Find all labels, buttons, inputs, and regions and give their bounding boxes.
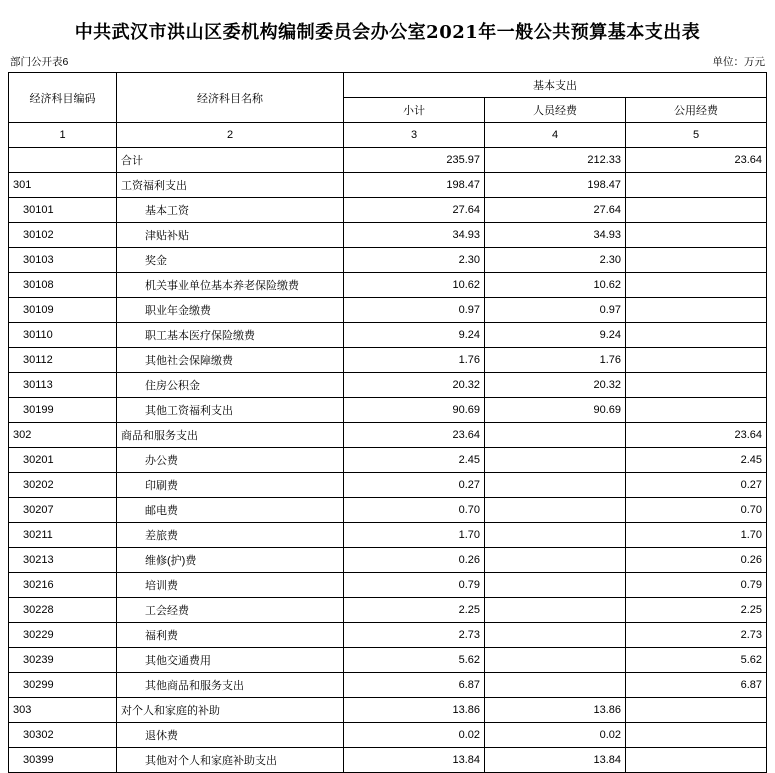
cell-economic-name: 其他工资福利支出 <box>117 398 344 423</box>
cell-subtotal: 0.97 <box>344 298 485 323</box>
table-row <box>9 448 767 473</box>
cell-economic-name: 奖金 <box>117 248 344 273</box>
cell-personnel-funds <box>485 673 626 698</box>
header-subtotal: 小计 <box>344 98 485 123</box>
table-row <box>9 323 767 348</box>
cell-economic-code: 30110 <box>9 323 117 348</box>
cell-economic-code: 30199 <box>9 398 117 423</box>
cell-economic-code: 30202 <box>9 473 117 498</box>
column-number: 3 <box>344 123 485 148</box>
cell-economic-name: 职工基本医疗保险缴费 <box>117 323 344 348</box>
cell-personnel-funds <box>485 523 626 548</box>
cell-economic-code: 30299 <box>9 673 117 698</box>
cell-public-funds <box>626 373 767 398</box>
cell-economic-name: 其他对个人和家庭补助支出 <box>117 748 344 773</box>
cell-subtotal: 2.30 <box>344 248 485 273</box>
cell-personnel-funds: 10.62 <box>485 273 626 298</box>
cell-personnel-funds <box>485 448 626 473</box>
cell-economic-name: 住房公积金 <box>117 373 344 398</box>
column-number: 5 <box>626 123 767 148</box>
cell-economic-name: 工资福利支出 <box>117 173 344 198</box>
cell-economic-code: 30103 <box>9 248 117 273</box>
cell-economic-code: 30112 <box>9 348 117 373</box>
cell-economic-code <box>9 148 117 173</box>
table-row <box>9 648 767 673</box>
header-basic-expenditure: 基本支出 <box>344 73 767 98</box>
cell-economic-code: 30102 <box>9 223 117 248</box>
cell-economic-code: 30399 <box>9 748 117 773</box>
cell-personnel-funds: 90.69 <box>485 398 626 423</box>
cell-personnel-funds: 0.97 <box>485 298 626 323</box>
header-public-funds: 公用经费 <box>626 98 767 123</box>
cell-economic-name: 工会经费 <box>117 598 344 623</box>
cell-economic-code: 30216 <box>9 573 117 598</box>
cell-public-funds <box>626 173 767 198</box>
table-row <box>9 723 767 748</box>
cell-public-funds: 2.73 <box>626 623 767 648</box>
column-number: 4 <box>485 123 626 148</box>
table-row <box>9 248 767 273</box>
cell-personnel-funds: 1.76 <box>485 348 626 373</box>
cell-subtotal: 34.93 <box>344 223 485 248</box>
cell-subtotal: 6.87 <box>344 673 485 698</box>
header-personnel-funds: 人员经费 <box>485 98 626 123</box>
cell-public-funds: 23.64 <box>626 423 767 448</box>
table-row <box>9 198 767 223</box>
cell-economic-name: 差旅费 <box>117 523 344 548</box>
column-number: 2 <box>117 123 344 148</box>
table-row <box>9 473 767 498</box>
cell-public-funds <box>626 198 767 223</box>
table-row <box>9 698 767 723</box>
cell-economic-name: 维修(护)费 <box>117 548 344 573</box>
cell-public-funds <box>626 698 767 723</box>
table-row <box>9 423 767 448</box>
table-row <box>9 548 767 573</box>
cell-public-funds: 6.87 <box>626 673 767 698</box>
cell-economic-code: 30229 <box>9 623 117 648</box>
table-row <box>9 298 767 323</box>
cell-public-funds <box>626 398 767 423</box>
cell-public-funds <box>626 348 767 373</box>
cell-personnel-funds: 20.32 <box>485 373 626 398</box>
cell-economic-name: 邮电费 <box>117 498 344 523</box>
table-body <box>9 148 767 773</box>
cell-personnel-funds: 34.93 <box>485 223 626 248</box>
cell-personnel-funds <box>485 548 626 573</box>
cell-economic-name: 职业年金缴费 <box>117 298 344 323</box>
cell-public-funds <box>626 273 767 298</box>
cell-economic-code: 30211 <box>9 523 117 548</box>
cell-economic-name: 印刷费 <box>117 473 344 498</box>
cell-economic-name: 培训费 <box>117 573 344 598</box>
cell-public-funds: 5.62 <box>626 648 767 673</box>
cell-personnel-funds <box>485 498 626 523</box>
cell-subtotal: 10.62 <box>344 273 485 298</box>
table-row <box>9 623 767 648</box>
cell-economic-name: 基本工资 <box>117 198 344 223</box>
form-label: 部门公开表6 <box>10 56 69 68</box>
cell-public-funds: 0.79 <box>626 573 767 598</box>
cell-economic-name: 商品和服务支出 <box>117 423 344 448</box>
header-economic-name: 经济科目名称 <box>117 73 344 123</box>
cell-personnel-funds: 9.24 <box>485 323 626 348</box>
cell-economic-name: 其他商品和服务支出 <box>117 673 344 698</box>
cell-economic-name: 其他社会保障缴费 <box>117 348 344 373</box>
cell-personnel-funds: 0.02 <box>485 723 626 748</box>
cell-economic-name: 福利费 <box>117 623 344 648</box>
table-row <box>9 573 767 598</box>
cell-subtotal: 235.97 <box>344 148 485 173</box>
cell-public-funds: 0.70 <box>626 498 767 523</box>
cell-public-funds: 23.64 <box>626 148 767 173</box>
cell-personnel-funds <box>485 423 626 448</box>
cell-public-funds: 0.27 <box>626 473 767 498</box>
table-row <box>9 748 767 773</box>
cell-personnel-funds: 198.47 <box>485 173 626 198</box>
table-row <box>9 173 767 198</box>
cell-economic-name: 其他交通费用 <box>117 648 344 673</box>
cell-public-funds: 2.45 <box>626 448 767 473</box>
cell-subtotal: 27.64 <box>344 198 485 223</box>
cell-subtotal: 20.32 <box>344 373 485 398</box>
cell-public-funds: 2.25 <box>626 598 767 623</box>
table-row <box>9 598 767 623</box>
cell-economic-code: 303 <box>9 698 117 723</box>
cell-subtotal: 1.70 <box>344 523 485 548</box>
cell-subtotal: 2.45 <box>344 448 485 473</box>
cell-economic-code: 301 <box>9 173 117 198</box>
table-meta-row <box>8 54 767 72</box>
cell-economic-name: 对个人和家庭的补助 <box>117 698 344 723</box>
cell-personnel-funds <box>485 573 626 598</box>
table-row <box>9 673 767 698</box>
cell-subtotal: 5.62 <box>344 648 485 673</box>
header-row-group <box>9 73 767 98</box>
cell-subtotal: 13.86 <box>344 698 485 723</box>
cell-subtotal: 0.26 <box>344 548 485 573</box>
cell-subtotal: 0.79 <box>344 573 485 598</box>
cell-subtotal: 2.25 <box>344 598 485 623</box>
column-number: 1 <box>9 123 117 148</box>
cell-public-funds <box>626 298 767 323</box>
cell-economic-code: 302 <box>9 423 117 448</box>
cell-subtotal: 198.47 <box>344 173 485 198</box>
cell-subtotal: 23.64 <box>344 423 485 448</box>
cell-economic-code: 30201 <box>9 448 117 473</box>
cell-economic-code: 30207 <box>9 498 117 523</box>
cell-public-funds <box>626 223 767 248</box>
cell-economic-code: 30239 <box>9 648 117 673</box>
cell-subtotal: 0.27 <box>344 473 485 498</box>
cell-subtotal: 90.69 <box>344 398 485 423</box>
unit-label: 单位：万元 <box>712 56 765 68</box>
cell-public-funds: 0.26 <box>626 548 767 573</box>
cell-economic-name: 办公费 <box>117 448 344 473</box>
basic-expenditure-table <box>8 72 767 773</box>
table-row <box>9 373 767 398</box>
cell-personnel-funds: 27.64 <box>485 198 626 223</box>
cell-economic-name: 合计 <box>117 148 344 173</box>
cell-economic-code: 30113 <box>9 373 117 398</box>
cell-personnel-funds <box>485 473 626 498</box>
header-economic-code: 经济科目编码 <box>9 73 117 123</box>
cell-economic-code: 30109 <box>9 298 117 323</box>
header-column-numbers <box>9 123 767 148</box>
page-title: 中共武汉市洪山区委机构编制委员会办公室2021年一般公共预算基本支出表 <box>74 22 701 43</box>
table-head <box>9 73 767 148</box>
cell-economic-code: 30228 <box>9 598 117 623</box>
cell-personnel-funds <box>485 598 626 623</box>
table-row <box>9 398 767 423</box>
cell-personnel-funds: 2.30 <box>485 248 626 273</box>
cell-personnel-funds: 13.84 <box>485 748 626 773</box>
cell-economic-name: 津贴补贴 <box>117 223 344 248</box>
cell-public-funds <box>626 723 767 748</box>
cell-economic-name: 机关事业单位基本养老保险缴费 <box>117 273 344 298</box>
cell-subtotal: 0.02 <box>344 723 485 748</box>
cell-subtotal: 0.70 <box>344 498 485 523</box>
cell-public-funds: 1.70 <box>626 523 767 548</box>
table-row <box>9 148 767 173</box>
cell-subtotal: 2.73 <box>344 623 485 648</box>
cell-economic-name: 退休费 <box>117 723 344 748</box>
cell-economic-code: 30101 <box>9 198 117 223</box>
cell-subtotal: 13.84 <box>344 748 485 773</box>
cell-economic-code: 30213 <box>9 548 117 573</box>
cell-public-funds <box>626 748 767 773</box>
cell-economic-code: 30302 <box>9 723 117 748</box>
table-row <box>9 523 767 548</box>
table-row <box>9 348 767 373</box>
cell-public-funds <box>626 248 767 273</box>
table-row <box>9 273 767 298</box>
table-row <box>9 223 767 248</box>
cell-subtotal: 1.76 <box>344 348 485 373</box>
cell-economic-code: 30108 <box>9 273 117 298</box>
cell-personnel-funds: 13.86 <box>485 698 626 723</box>
cell-public-funds <box>626 323 767 348</box>
cell-subtotal: 9.24 <box>344 323 485 348</box>
cell-personnel-funds: 212.33 <box>485 148 626 173</box>
table-row <box>9 498 767 523</box>
cell-personnel-funds <box>485 623 626 648</box>
cell-personnel-funds <box>485 648 626 673</box>
